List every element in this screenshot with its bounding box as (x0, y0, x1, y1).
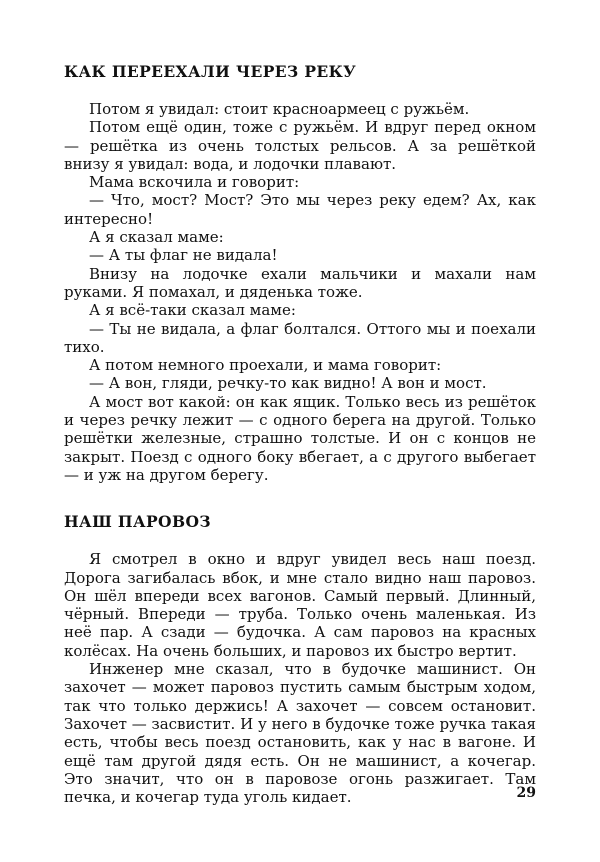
paragraph: Я смотрел в окно и вдруг увидел весь наш поезд. Дорога загибалась вбок, и мне стало видно наш паровоз. Он шёл впереди всех вагонов. Самый первый. Длинный, чёрный. Впереди — труба. Только очень маленькая. Из неё пар. А сзади — будочка. А сам паровоз на красных колёсах. На очень больших, и паровоз их быстро вертит. (64, 550, 536, 660)
paragraph: Мама вскочила и говорит: (89, 173, 300, 192)
section-our-locomotive (64, 511, 536, 806)
paragraph: Инженер мне сказал, что в будочке машинист. Он захочет — может паровоз пустить самым быстрым ходом, так что только держись! А захочет — совсем остановит. Захочет — засвистит. И у него в будочке тоже ручка такая есть, чтобы весь поезд остановить, как у нас в вагоне. И ещё там другой дядя есть. Он не машинист, а кочегар. Это значит, что он в паровозе огонь разжигает. Там печка, и кочегар туда уголь кидает. (64, 660, 536, 807)
paragraph: А потом немного проехали, и мама говорит: (89, 356, 442, 375)
section-title: НАШ ПАРОВОЗ (64, 512, 211, 532)
paragraph: — Ты не видала, а флаг болтался. Оттого мы и поехали тихо. (64, 319, 536, 356)
section-river-crossing (64, 61, 536, 484)
paragraph: А я всё-таки сказал маме: (89, 301, 296, 320)
paragraph: — Что, мост? Мост? Это мы через реку едем? Ах, как интересно! (64, 191, 536, 228)
paragraph: Потом я увидал: стоит красноармеец с ружьём. (89, 100, 470, 118)
page-content (64, 61, 536, 806)
paragraph: — А ты флаг не видала! (89, 246, 278, 265)
paragraph: — А вон, гляди, речку-то как видно! А вон и мост. (89, 374, 487, 393)
paragraph: А я сказал маме: (89, 228, 224, 247)
paragraph: Внизу на лодочке ехали мальчики и махали нам руками. Я помахал, и дяденька тоже. (64, 264, 536, 301)
page-number: 29 (516, 785, 536, 801)
section-title: КАК ПЕРЕЕХАЛИ ЧЕРЕЗ РЕКУ (64, 62, 357, 81)
paragraph: Потом ещё один, тоже с ружьём. И вдруг перед окном — решётка из очень толстых рельсов. А за решёткой внизу я увидал: вода, и лодочки плавают. (64, 118, 536, 173)
paragraph: А мост вот какой: он как ящик. Только весь из решёток и через речку лежит — с одного берега на другой. Только решётки железные, страшно толстые. И он с концов не закрыт. Поезд с одного боку вбегает, а с другого выбегает — и уж на другом берегу. (64, 392, 536, 484)
